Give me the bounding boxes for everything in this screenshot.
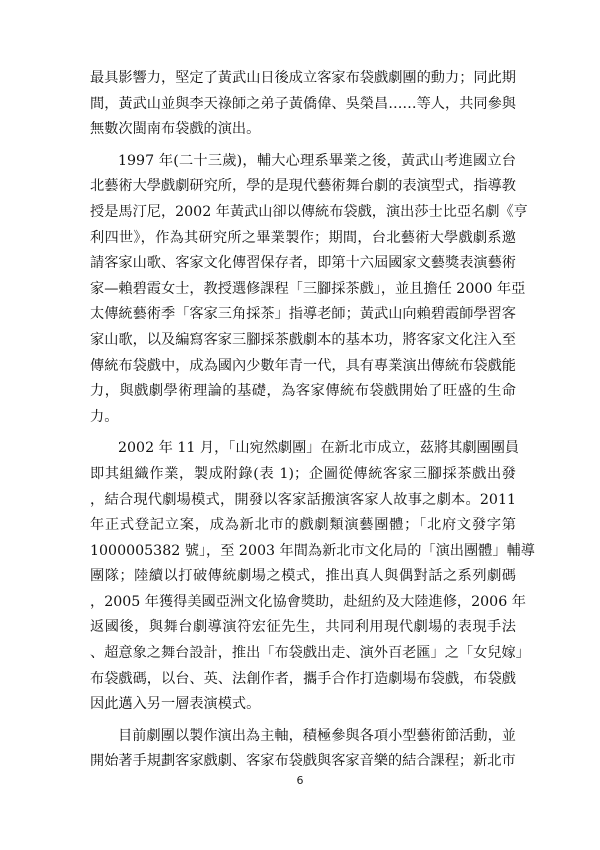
paragraph	[90, 724, 516, 775]
paragraph	[90, 149, 528, 431]
text-line: 2002 年 11 月，「山宛然劇團」在新北市成立，茲將其劇團團員	[118, 440, 520, 457]
text-line: 力。	[90, 408, 119, 425]
text-line: 無數次閩南布袋戲的演出。	[90, 121, 261, 138]
text-line: 團隊；陸續以打破傳統劇場之模式，推出真人與偶對話之系列劇碼	[90, 568, 516, 585]
text-line: 授是馬汀尼，2002 年黃武山卻以傳統布袋戲，演出莎士比亞名劇《亨	[90, 203, 528, 220]
paragraph	[90, 436, 535, 718]
text-line: 布袋戲碼，以台、英、法創作者，攜手合作打造劇場布袋戲，布袋戲	[90, 670, 516, 687]
text-line: 年正式登記立案，成為新北市的戲劇類演藝團體；「北府文發字第	[90, 517, 516, 534]
text-line: 開始著手規劃客家戲劇、客家布袋戲與客家音樂的結合課程；新北市	[90, 753, 516, 770]
page-number: 6	[296, 774, 304, 787]
text-line: 最具影響力，堅定了黃武山日後成立客家布袋戲劇團的動力；同此期	[90, 70, 516, 86]
text-line: 返國後，與舞台劇導演符宏征先生，共同利用現代劇場的表現手法	[90, 619, 516, 636]
text-line: 1997 年(二十三歲)，輔大心理系畢業之後，黃武山考進國立台	[118, 152, 516, 169]
text-line: 目前劇團以製作演出為主軸，積極參與各項小型藝術節活動，並	[118, 727, 516, 744]
text-line: 因此邁入另一層表演模式。	[90, 696, 261, 713]
text-line: 1000005382 號」，至 2003 年間為新北市文化局的「演出團體」輔導	[90, 542, 535, 559]
paragraph	[90, 66, 516, 143]
text-line: 請客家山歌、客家文化傳習保存者，即第十六屆國家文藝獎表演藝術	[90, 255, 516, 272]
text-line: 、超意象之舞台設計，推出「布袋戲出走、演外百老匯」之「女兒嫁」	[90, 645, 530, 662]
text-line: ，2005 年獲得美國亞洲文化協會獎助，赴紐約及大陸進修，2006 年	[90, 593, 526, 610]
text-line: 家山歌，以及編寫客家三腳採茶戲劇本的基本功，將客家文化注入至	[90, 331, 516, 348]
text-line: 北藝術大學戲劇研究所，學的是現代藝術舞台劇的表演型式，指導教	[90, 178, 516, 195]
text-line: 家—賴碧霞女士，教授選修課程「三腳採茶戲」，並且擔任 2000 年亞	[90, 280, 526, 297]
text-line: ，結合現代劇場模式，開發以客家話搬演客家人故事之劇本。2011	[90, 491, 516, 508]
text-line: 即其組織作業，製成附錄(表 1)；企圖從傳統客家三腳採茶戲出發	[90, 465, 516, 482]
text-line: 利四世》，作為其研究所之畢業製作；期間，台北藝術大學戲劇系邀	[90, 229, 516, 246]
text-line: 太傳統藝術季「客家三角採茶」指導老師；黃武山向賴碧霞師學習客	[90, 306, 516, 323]
text-line: 力，與戲劇學術理論的基礎，為客家傳統布袋戲開始了旺盛的生命	[90, 383, 516, 400]
text-line: 間，黃武山並與李天祿師之弟子黃僑偉、吳榮昌……等人，共同參與	[90, 95, 516, 112]
text-line: 傳統布袋戲中，成為國內少數年青一代，具有專業演出傳統布袋戲能	[90, 357, 516, 374]
document-body	[90, 66, 535, 781]
